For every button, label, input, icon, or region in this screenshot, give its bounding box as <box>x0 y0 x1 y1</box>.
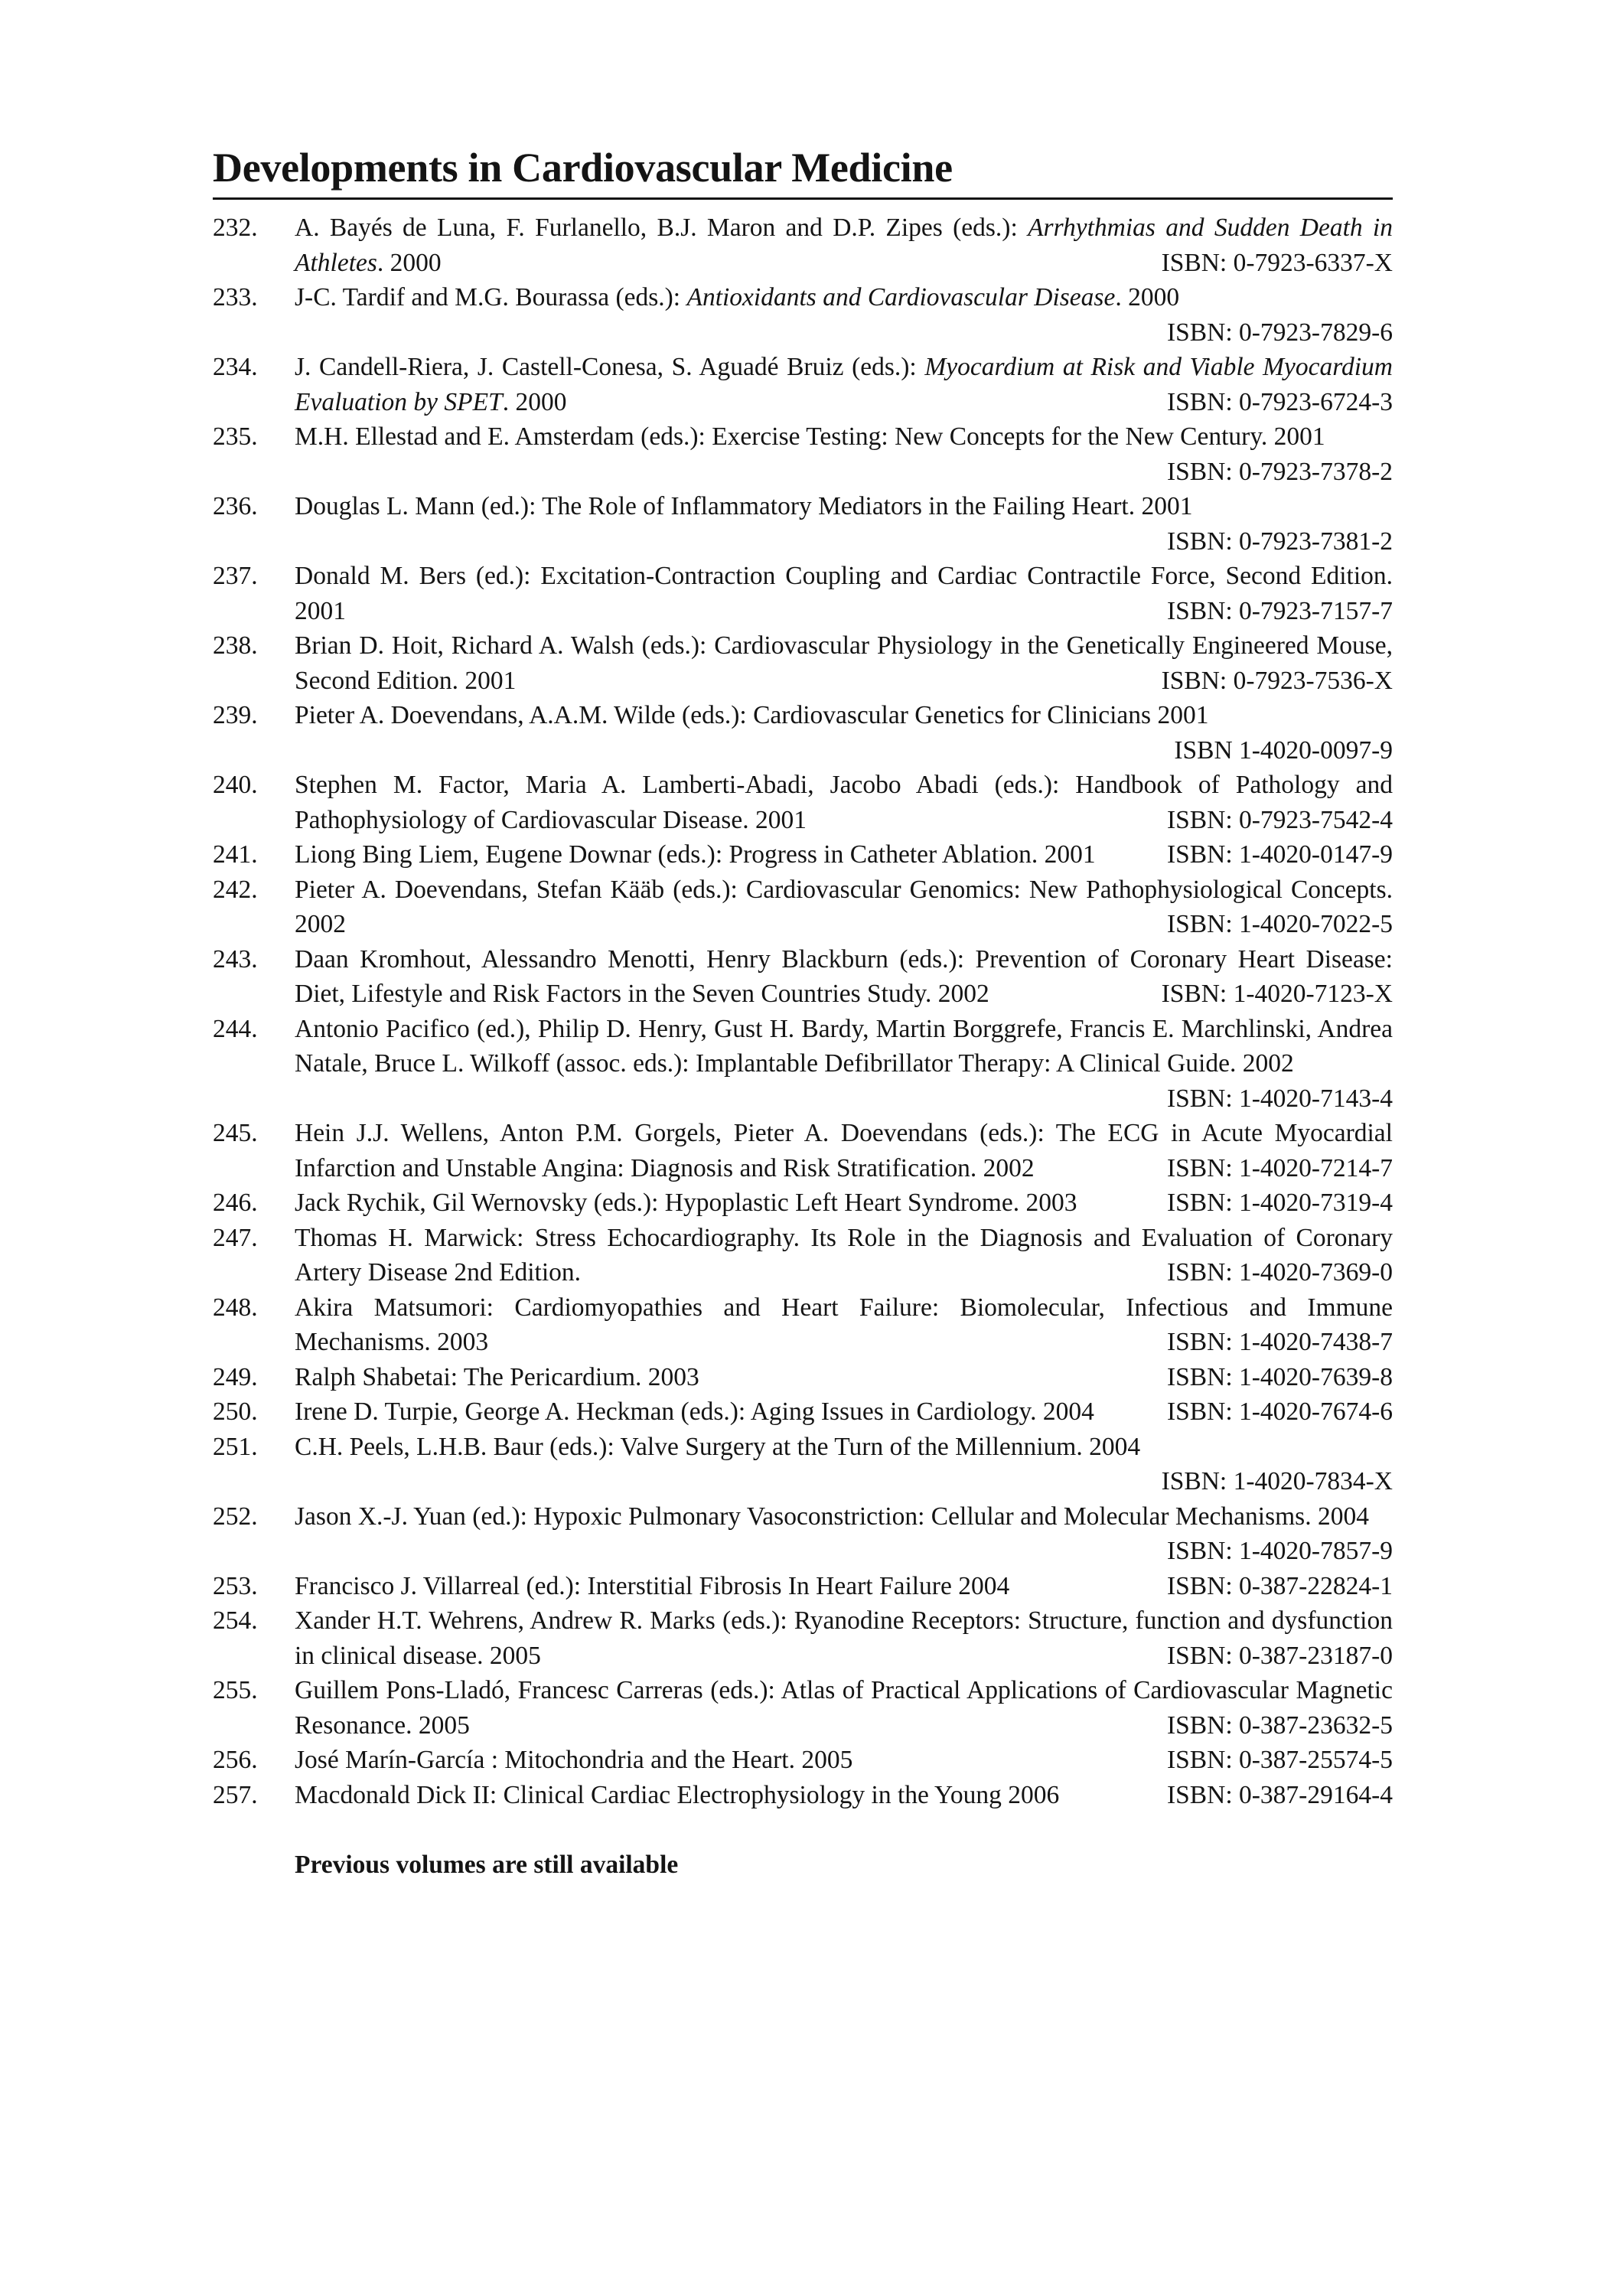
isbn: ISBN 1-4020-0097-9 <box>1174 735 1393 765</box>
isbn: ISBN: 0-387-22824-1 <box>1167 1571 1393 1600</box>
list-item <box>213 1569 1393 1604</box>
isbn: ISBN: 1-4020-7319-4 <box>1167 1189 1393 1217</box>
volume-number: 251. <box>213 1432 258 1461</box>
list-item <box>213 1290 1393 1360</box>
citation-authors-title: Ralph Shabetai: The Pericardium. 2003 <box>295 1362 699 1391</box>
volume-number: 257. <box>213 1780 258 1809</box>
citation-authors-title: M.H. Ellestad and E. Amsterdam (eds.): Exercise Testing: New Concepts for the New Century. 2001 <box>295 422 1325 451</box>
citation-authors-title: Xander H.T. Wehrens, Andrew R. Marks (eds.): Ryanodine Receptors: Structure, function and dysfunction in clinical disease. 2005 <box>295 1606 1393 1670</box>
list-item <box>213 1012 1393 1117</box>
volume-citation <box>295 1221 1393 1290</box>
citation-authors-title: Irene D. Turpie, George A. Heckman (eds.): Aging Issues in Cardiology. 2004 <box>295 1397 1094 1426</box>
list-item <box>213 1116 1393 1186</box>
volume-number: 249. <box>213 1362 258 1391</box>
list-item <box>213 1186 1393 1221</box>
volume-number: 233. <box>213 283 258 311</box>
citation-authors-title: Stephen M. Factor, Maria A. Lamberti-Abadi, Jacobo Abadi (eds.): Handbook of Pathology and Pathophysiology of Cardiovascular Disease. 2001 <box>295 771 1393 834</box>
volume-citation <box>295 280 1393 350</box>
volume-citation <box>295 837 1393 872</box>
list-item <box>213 1430 1393 1499</box>
list-item <box>213 628 1393 698</box>
citation-italic-title: Myocardium at Risk and Viable Myocardium Evaluation by SPET <box>295 353 1393 416</box>
citation-authors-title: Macdonald Dick II: Clinical Cardiac Electrophysiology in the Young 2006 <box>295 1780 1060 1809</box>
volume-number: 241. <box>213 840 258 869</box>
volume-number: 246. <box>213 1189 258 1217</box>
list-item <box>213 942 1393 1012</box>
list-item <box>213 698 1393 768</box>
isbn: ISBN: 0-7923-7829-6 <box>1167 318 1393 347</box>
volume-citation <box>295 1186 1393 1221</box>
citation-authors-title: Jason X.-J. Yuan (ed.): Hypoxic Pulmonary Vasoconstriction: Cellular and Molecular Mechanisms. 2004 <box>295 1502 1369 1531</box>
citation-year: . 2000 <box>1115 283 1180 311</box>
volume-citation <box>295 419 1393 489</box>
citation-authors-title: Liong Bing Liem, Eugene Downar (eds.): Progress in Catheter Ablation. 2001 <box>295 840 1096 869</box>
volume-number: 254. <box>213 1606 258 1635</box>
citation-text <box>295 1433 1140 1461</box>
isbn: ISBN: 0-387-25574-5 <box>1167 1746 1393 1774</box>
list-item <box>213 1673 1393 1743</box>
volume-number: 247. <box>213 1223 258 1252</box>
volume-number: 242. <box>213 875 258 904</box>
volume-citation <box>295 1499 1393 1569</box>
volume-number: 250. <box>213 1397 258 1426</box>
citation-text <box>295 1781 1059 1809</box>
volume-citation <box>295 698 1393 768</box>
citation-italic-title: Arrhythmias and Sudden Death in Athletes <box>295 214 1393 277</box>
volume-number: 248. <box>213 1293 258 1322</box>
citation-authors-title: C.H. Peels, L.H.B. Baur (eds.): Valve Surgery at the Turn of the Millennium. 2004 <box>295 1432 1141 1461</box>
volume-number: 244. <box>213 1014 258 1043</box>
isbn: ISBN: 1-4020-7834-X <box>1161 1467 1393 1495</box>
volume-citation <box>295 872 1393 942</box>
volume-citation <box>295 489 1393 559</box>
volume-citation <box>295 1673 1393 1743</box>
list-item <box>213 210 1393 280</box>
isbn: ISBN: 0-7923-7536-X <box>1161 666 1393 695</box>
list-item <box>213 1394 1393 1430</box>
citation-authors-title: Hein J.J. Wellens, Anton P.M. Gorgels, Pieter A. Doevendans (eds.): The ECG in Acute Myocardial Infarction and Unstable Angina: Diagnosis and Risk Stratification. 2002 <box>295 1119 1393 1182</box>
volume-number: 239. <box>213 701 258 729</box>
list-item <box>213 768 1393 837</box>
volume-citation <box>295 1116 1393 1186</box>
volume-number: 236. <box>213 492 258 520</box>
list-item <box>213 350 1393 419</box>
citation-year: . 2000 <box>376 248 442 277</box>
citation-authors-title: José Marín-García : Mitochondria and the Heart. 2005 <box>295 1746 853 1774</box>
isbn: ISBN: 0-7923-7378-2 <box>1167 457 1393 486</box>
volume-number: 252. <box>213 1502 258 1531</box>
isbn: ISBN: 0-387-23632-5 <box>1167 1711 1393 1740</box>
citation-text <box>295 1189 1077 1217</box>
isbn: ISBN: 0-7923-7381-2 <box>1167 527 1393 556</box>
page-title: Developments in Cardiovascular Medicine <box>213 144 1393 200</box>
list-item <box>213 1743 1393 1778</box>
citation-text <box>295 1502 1369 1531</box>
isbn: ISBN: 0-7923-7542-4 <box>1167 805 1393 834</box>
volume-citation <box>295 942 1393 1012</box>
isbn: ISBN: 1-4020-7438-7 <box>1167 1328 1393 1356</box>
isbn: ISBN: 1-4020-7143-4 <box>1167 1084 1393 1113</box>
isbn: ISBN: 0-387-29164-4 <box>1167 1780 1393 1809</box>
volume-citation <box>295 1743 1393 1778</box>
citation-year: . 2000 <box>502 387 567 416</box>
citation-authors-title: Akira Matsumori: Cardiomyopathies and Heart Failure: Biomolecular, Infectious and Immune Mechanisms. 2003 <box>295 1293 1393 1356</box>
citation-authors-title: Guillem Pons-Lladó, Francesc Carreras (eds.): Atlas of Practical Applications of Cardiovascular Magnetic Resonance. 2005 <box>295 1676 1393 1740</box>
volume-citation <box>295 1778 1393 1813</box>
citation-authors-title: Thomas H. Marwick: Stress Echocardiography. Its Role in the Diagnosis and Evaluation of Coronary Artery Disease 2nd Edition. <box>295 1223 1393 1287</box>
volume-citation <box>295 1394 1393 1430</box>
isbn: ISBN: 1-4020-7022-5 <box>1167 910 1393 938</box>
citation-text <box>295 840 1096 869</box>
volume-citation <box>295 1290 1393 1360</box>
citation-authors-title: Francisco J. Villarreal (ed.): Interstitial Fibrosis In Heart Failure 2004 <box>295 1571 1010 1600</box>
citation-authors-title: Daan Kromhout, Alessandro Menotti, Henry Blackburn (eds.): Prevention of Coronary Heart Disease: Diet, Lifestyle and Risk Factors in the Seven Countries Study. 2002 <box>295 944 1393 1008</box>
volume-number: 245. <box>213 1119 258 1147</box>
isbn: ISBN: 1-4020-7214-7 <box>1167 1153 1393 1182</box>
volume-number: 235. <box>213 422 258 451</box>
citation-authors-title: Jack Rychik, Gil Wernovsky (eds.): Hypoplastic Left Heart Syndrome. 2003 <box>295 1189 1077 1217</box>
volume-citation <box>295 350 1393 419</box>
list-item <box>213 489 1393 559</box>
citation-authors-title: J. Candell-Riera, J. Castell-Conesa, S. Aguadé Bruiz (eds.): <box>295 353 925 381</box>
isbn: ISBN: 0-7923-7157-7 <box>1167 596 1393 625</box>
list-item <box>213 872 1393 942</box>
isbn: ISBN: 0-387-23187-0 <box>1167 1641 1393 1670</box>
isbn: ISBN: 1-4020-0147-9 <box>1167 840 1393 869</box>
isbn: ISBN: 1-4020-7674-6 <box>1167 1397 1393 1426</box>
citation-authors-title: Pieter A. Doevendans, Stefan Kääb (eds.): Cardiovascular Genomics: New Pathophysiological Concepts. 2002 <box>295 875 1393 938</box>
volume-citation <box>295 210 1393 280</box>
volume-citation <box>295 1012 1393 1117</box>
volume-citation <box>295 1360 1393 1395</box>
volume-citation <box>295 559 1393 628</box>
footer-note: Previous volumes are still available <box>295 1851 679 1879</box>
citation-italic-title: Antioxidants and Cardiovascular Disease <box>686 283 1116 311</box>
volume-citation <box>295 1569 1393 1604</box>
volume-number: 232. <box>213 214 258 242</box>
citation-text <box>295 1572 1009 1600</box>
citation-text <box>295 1015 1393 1078</box>
volume-number: 256. <box>213 1746 258 1774</box>
isbn: ISBN: 0-7923-6337-X <box>1161 248 1393 277</box>
citation-text <box>295 1746 852 1774</box>
citation-text <box>295 492 1192 520</box>
page <box>213 144 1393 1883</box>
volume-citation <box>295 1430 1393 1499</box>
isbn: ISBN: 1-4020-7639-8 <box>1167 1362 1393 1391</box>
volume-number: 234. <box>213 353 258 381</box>
isbn: ISBN: 1-4020-7369-0 <box>1167 1258 1393 1287</box>
volume-number: 253. <box>213 1571 258 1600</box>
citation-text <box>295 1363 699 1391</box>
citation-authors-title: J-C. Tardif and M.G. Bourassa (eds.): <box>295 283 687 311</box>
list-item <box>213 1360 1393 1395</box>
citation-authors-title: Douglas L. Mann (ed.): The Role of Inflammatory Mediators in the Failing Heart. 2001 <box>295 492 1193 520</box>
volume-number: 243. <box>213 944 258 974</box>
list-item <box>213 1603 1393 1673</box>
citation-text <box>295 701 1208 729</box>
isbn: ISBN: 0-7923-6724-3 <box>1167 387 1393 416</box>
list-item <box>213 419 1393 489</box>
citation-authors-title: Donald M. Bers (ed.): Excitation-Contraction Coupling and Cardiac Contractile Force, Second Edition. 2001 <box>295 562 1393 625</box>
citation-text <box>295 283 1179 311</box>
volume-citation <box>295 628 1393 698</box>
volume-number: 255. <box>213 1676 258 1704</box>
list-item <box>213 837 1393 872</box>
list-item <box>213 1221 1393 1290</box>
volume-list <box>213 210 1393 1812</box>
isbn: ISBN: 1-4020-7123-X <box>1161 980 1393 1008</box>
citation-authors-title: Antonio Pacifico (ed.), Philip D. Henry, Gust H. Bardy, Martin Borggrefe, Francis E. Marchlinski, Andrea Natale, Bruce L. Wilkoff (assoc. eds.): Implantable Defibrillator Therapy: A Clinical Guide. 2002 <box>295 1014 1393 1078</box>
list-item <box>213 559 1393 628</box>
citation-authors-title: Pieter A. Doevendans, A.A.M. Wilde (eds.): Cardiovascular Genetics for Clinicians 2001 <box>295 701 1209 729</box>
list-item <box>213 280 1393 350</box>
citation-authors-title: A. Bayés de Luna, F. Furlanello, B.J. Maron and D.P. Zipes (eds.): <box>295 214 1028 242</box>
isbn: ISBN: 1-4020-7857-9 <box>1167 1537 1393 1565</box>
citation-authors-title: Brian D. Hoit, Richard A. Walsh (eds.): Cardiovascular Physiology in the Genetically Engineered Mouse, Second Edition. 2001 <box>295 631 1393 695</box>
volume-citation <box>295 1603 1393 1673</box>
list-item <box>213 1499 1393 1569</box>
citation-text <box>295 1397 1094 1426</box>
volume-number: 240. <box>213 771 258 799</box>
citation-text <box>295 422 1325 451</box>
list-item <box>213 1778 1393 1813</box>
volume-citation <box>295 768 1393 837</box>
volume-number: 237. <box>213 562 258 590</box>
volume-number: 238. <box>213 631 258 660</box>
